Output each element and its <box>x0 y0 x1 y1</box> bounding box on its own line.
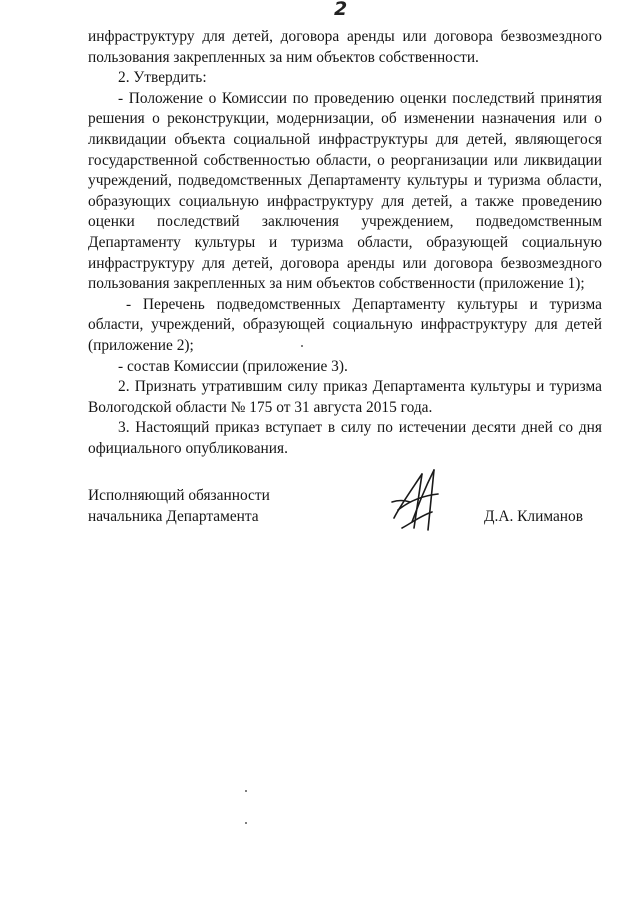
scan-speck <box>245 790 247 792</box>
paragraph-approve-heading: 2. Утвердить: <box>118 69 207 87</box>
paragraph-continuation: инфраструктуру для детей, договора аренды или договора безвозмездного пользования закрепленных за ним объектов собственности. <box>88 28 602 66</box>
signatory-title <box>88 486 270 527</box>
paragraph-institutions-list: - Перечень подведомственных Департаменту культуры и туризма области, учреждений, образующей социальную инфраструктуру для детей (приложение 2); <box>88 295 602 354</box>
signatory-name: Д.А. Климанов <box>484 508 584 525</box>
handwritten-signature <box>388 466 444 536</box>
scan-speck <box>245 822 247 824</box>
paragraph-commission-regulation: - Положение о Комиссии по проведению оценки последствий принятия решения о реконструкции, модернизации, об изменении назначения или о ликвидации объекта социальной инфраструктуры для детей, являющегося государственной собственностью области, о реорганизации или ликвидации учреждений, подведомственных Департаменту культуры и туризма области, образующих социальную инфраструктуру для детей, а также проведению оценки последствий заключения учреждением, подведомственным Департаменту культуры и туризма области, образующей социальную инфраструктуру для детей, договора аренды или договора безвозмездного пользования закрепленных за ним объектов собственности (приложение 1); <box>88 89 602 293</box>
paragraph-entry-into-force: 3. Настоящий приказ вступает в силу по истечении десяти дней со дня официального опубликования. <box>88 419 602 457</box>
signatory-title-line-2: начальника Департамента <box>88 507 259 525</box>
paragraph-repeal-order: 2. Признать утратившим силу приказ Департамента культуры и туризма Вологодской области № 175 от 31 августа 2015 года. <box>88 378 602 416</box>
order-body <box>88 27 602 459</box>
scan-speck <box>301 345 303 347</box>
page-number: 2 <box>334 0 348 20</box>
paragraph-commission-composition: - состав Комиссии (приложение 3). <box>118 357 348 375</box>
signatory-title-line-1: Исполняющий обязанности <box>88 487 270 504</box>
